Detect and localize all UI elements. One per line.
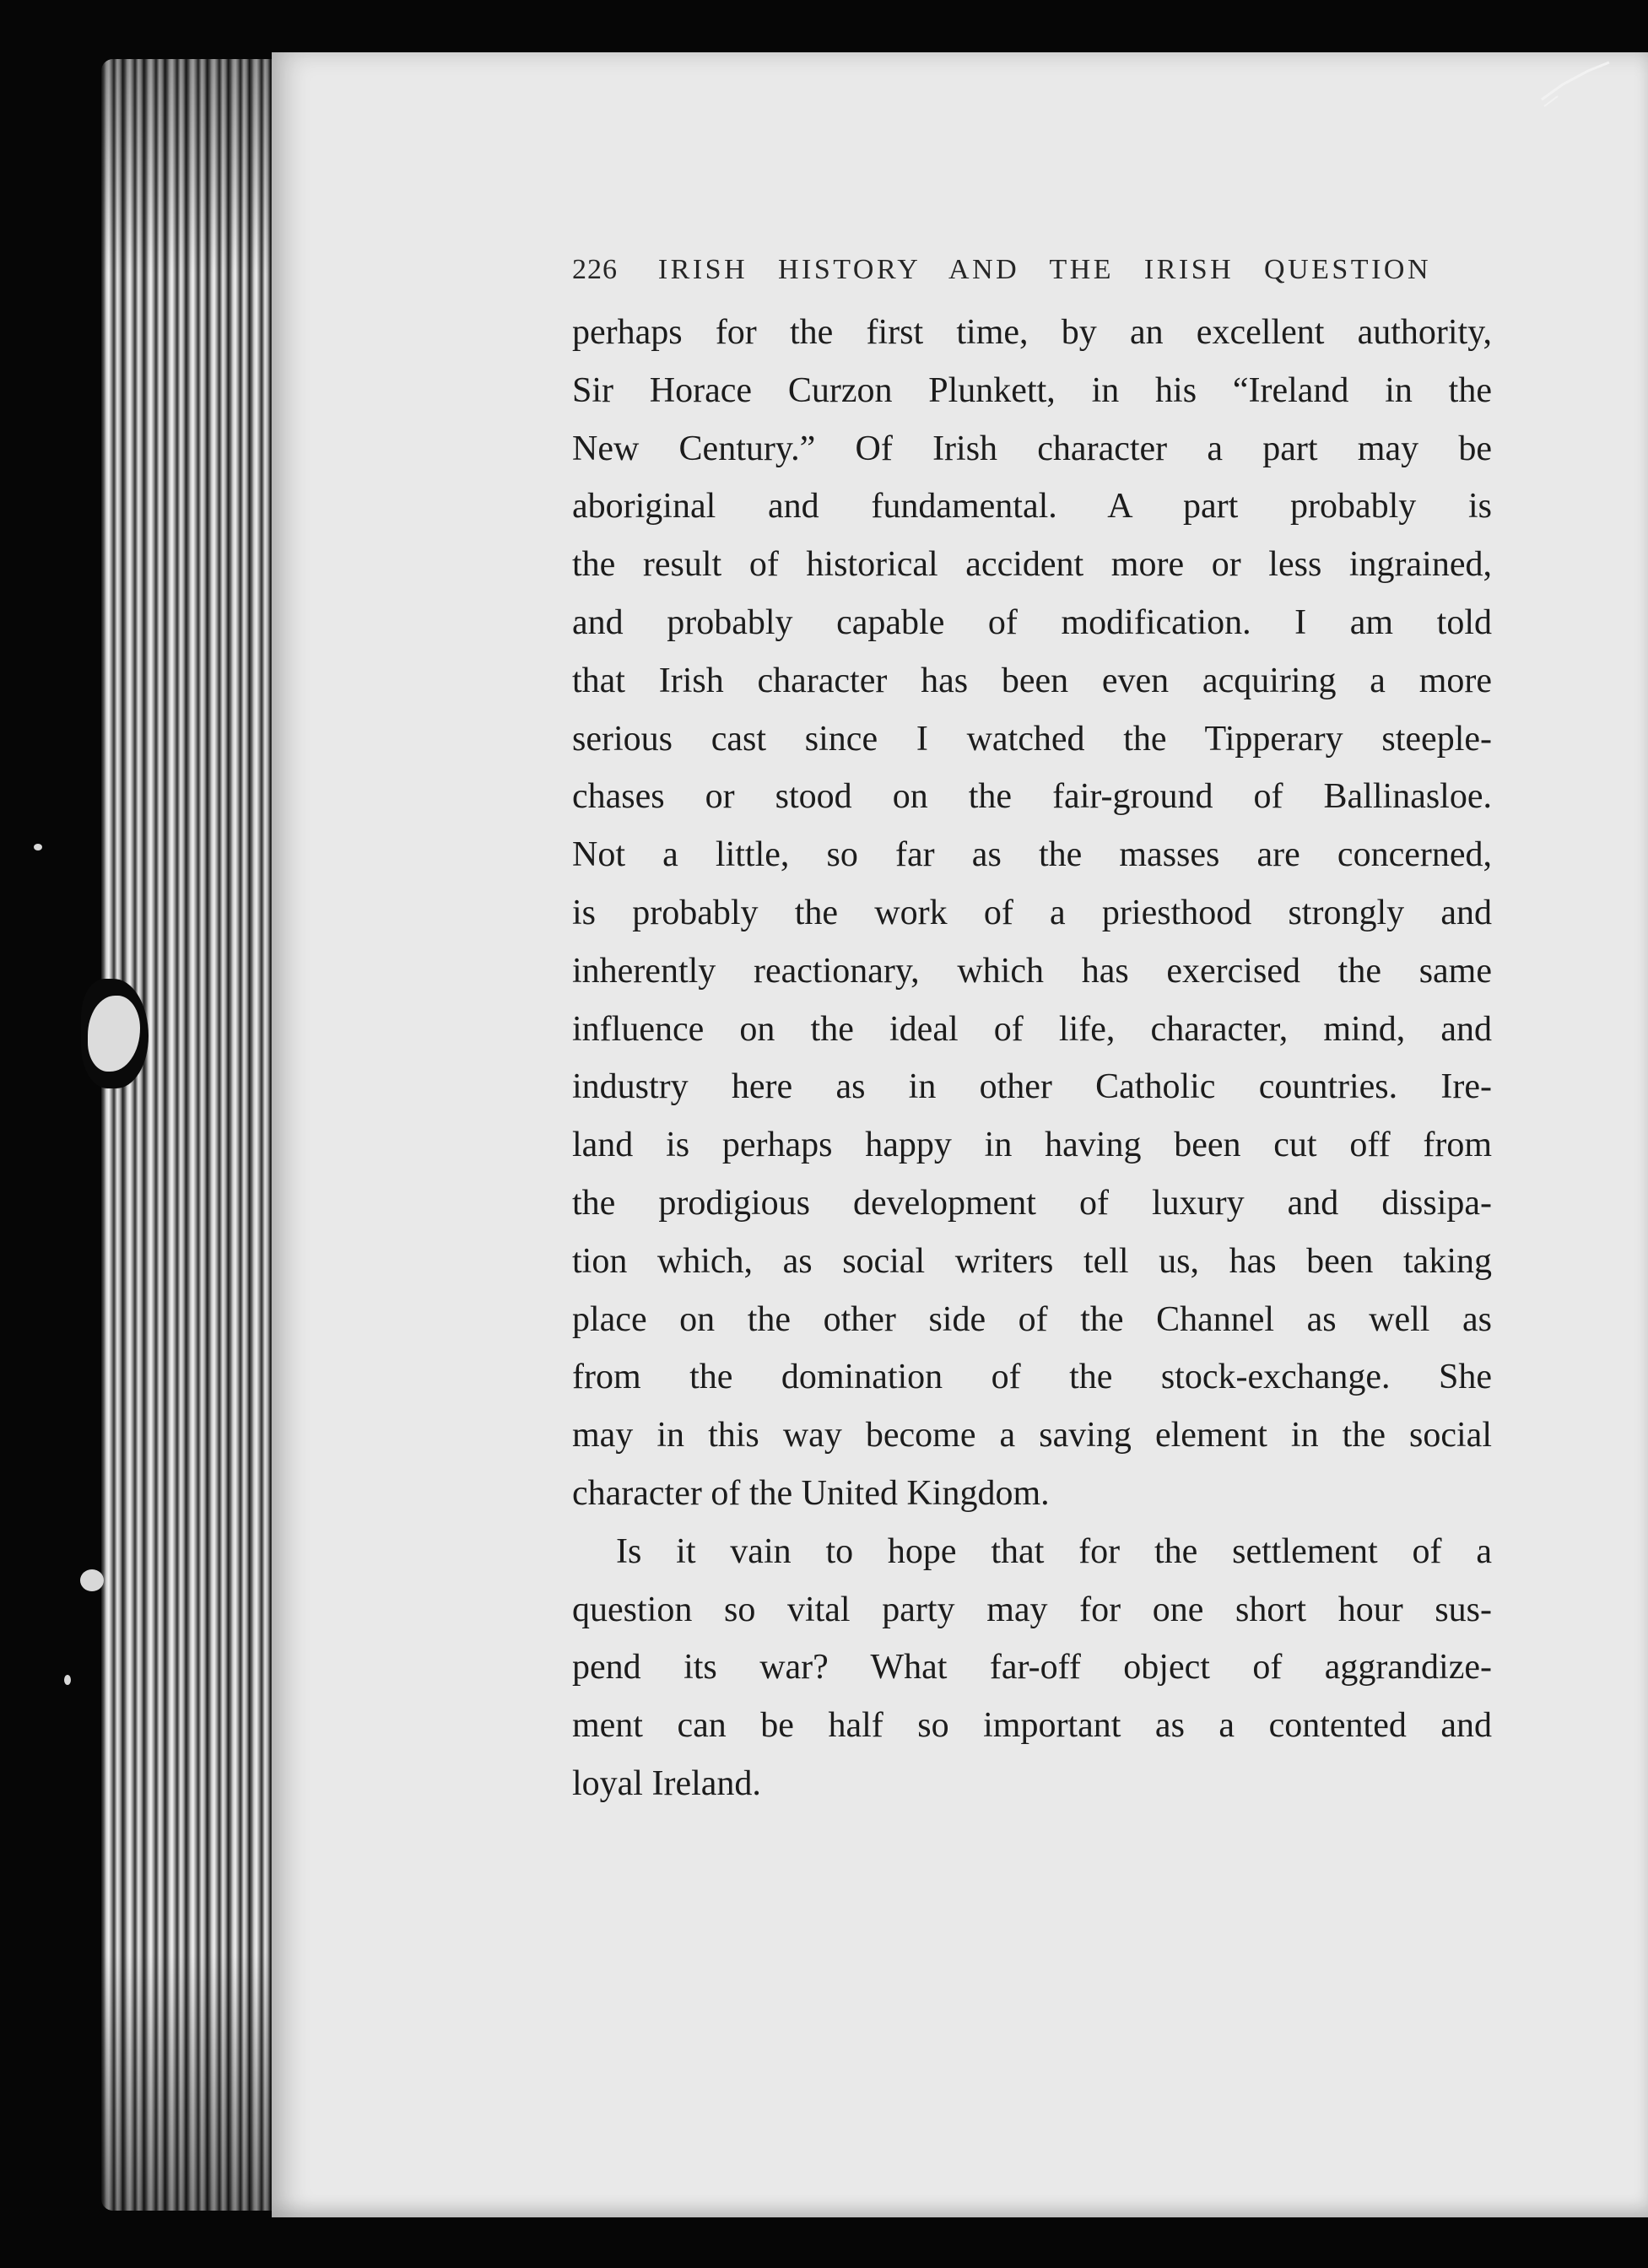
dust-speck [80, 1569, 104, 1591]
text-line: is probably the work of a priesthood strongly and [572, 893, 1492, 932]
text-line: and probably capable of modification. I am told [572, 602, 1492, 642]
running-head [572, 245, 1431, 295]
text-line: New Century.” Of Irish character a part may be [572, 429, 1492, 468]
text-line: question so vital party may for one short hour sus- [572, 1590, 1492, 1629]
page-edges-shadow [101, 59, 283, 2211]
text-line: Not a little, so far as the masses are concerned, [572, 835, 1492, 875]
text-line: ment can be half so important as a contented and [572, 1706, 1492, 1746]
text-block [572, 245, 1492, 1813]
text-line: Sir Horace Curzon Plunkett, in his “Ireland in the [572, 370, 1492, 410]
text-line: pend its war? What far-off object of aggrandize- [572, 1648, 1492, 1688]
text-line: serious cast since I watched the Tipperary steeple- [572, 719, 1492, 759]
text-line: may in this way become a saving element in the social [572, 1416, 1492, 1455]
dust-speck [34, 844, 42, 850]
text-line: chases or stood on the fair-ground of Ballinasloe. [572, 777, 1492, 817]
text-line: from the domination of the stock-exchange. She [572, 1358, 1492, 1397]
text-line: industry here as in other Catholic countries. Ire- [572, 1067, 1492, 1107]
text-line: that Irish character has been even acquiring a more [572, 661, 1492, 700]
text-line: tion which, as social writers tell us, has been taking [572, 1241, 1492, 1281]
text-line: aboriginal and fundamental. A part probably is [572, 487, 1492, 526]
page-number: 226 [572, 254, 618, 285]
text-line: the result of historical accident more or less ingrained, [572, 545, 1492, 585]
pencil-mark [1537, 59, 1613, 110]
text-line: character of the United Kingdom. [572, 1473, 1050, 1513]
text-line: the prodigious development of luxury and dissipa- [572, 1183, 1492, 1223]
text-line: loyal Ireland. [572, 1763, 761, 1803]
dust-speck [64, 1675, 71, 1685]
text-line: Is it vain to hope that for the settlement of a [616, 1531, 1492, 1571]
text-line: influence on the ideal of life, character, mind, and [572, 1009, 1492, 1049]
text-line: land is perhaps happy in having been cut off from [572, 1126, 1492, 1165]
text-line: inherently reactionary, which has exercised the same [572, 951, 1492, 991]
running-head-title: IRISH HISTORY AND THE IRISH QUESTION [657, 254, 1432, 285]
text-line: perhaps for the first time, by an excellent authority, [572, 313, 1492, 352]
text-line: place on the other side of the Channel as well as [572, 1299, 1492, 1339]
body-text [572, 304, 1492, 1813]
